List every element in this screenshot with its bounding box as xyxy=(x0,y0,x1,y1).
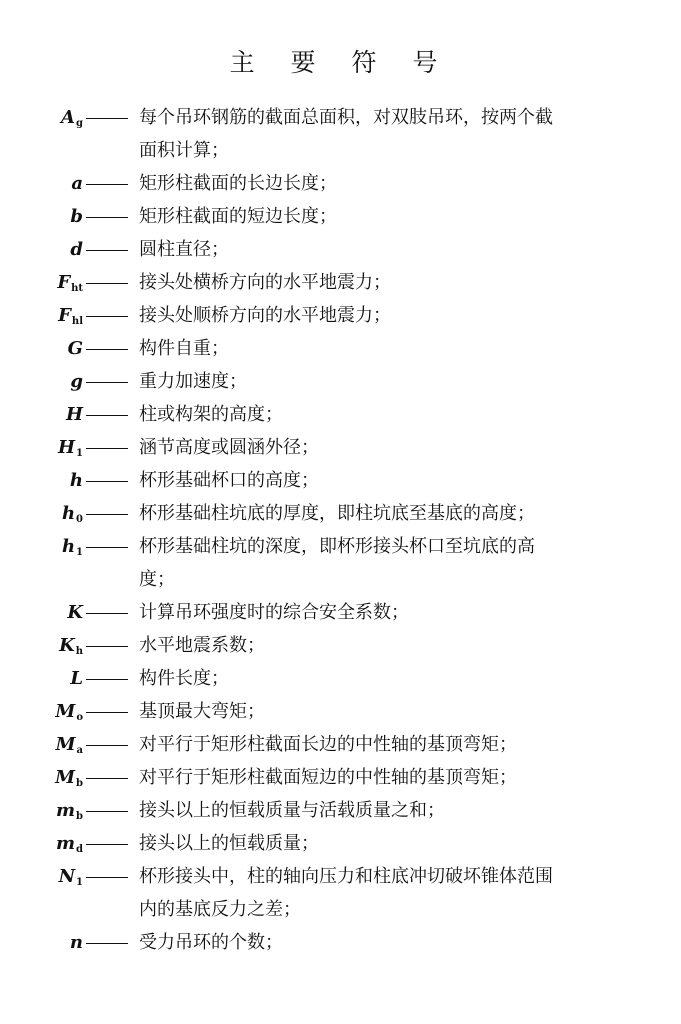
symbol-description xyxy=(139,497,649,530)
symbol-entry xyxy=(0,235,681,267)
symbol-description xyxy=(139,629,649,662)
page-title: 主 要 符 号 xyxy=(229,47,452,77)
symbol-description xyxy=(139,530,649,596)
description-line: 矩形柱截面的短边长度； xyxy=(139,206,337,227)
symbol-base: A xyxy=(61,107,75,128)
em-dash-separator xyxy=(86,778,128,779)
symbol-entry xyxy=(0,433,681,465)
em-dash-separator xyxy=(86,382,128,383)
symbol xyxy=(62,536,83,564)
em-dash-separator xyxy=(86,679,128,680)
symbol-entry xyxy=(0,829,681,861)
symbol-entry xyxy=(0,103,681,161)
em-dash-separator xyxy=(86,646,128,647)
symbol-entry xyxy=(0,202,681,234)
symbol xyxy=(56,833,83,861)
description-line: 柱或构架的高度； xyxy=(139,404,283,425)
description-line: 基顶最大弯矩； xyxy=(139,701,265,722)
symbol-entry xyxy=(0,697,681,729)
description-line: 接头处顺桥方向的水平地震力； xyxy=(139,305,391,326)
symbol-description xyxy=(139,167,649,200)
symbol-base: n xyxy=(69,932,83,953)
symbol xyxy=(70,239,83,261)
symbol xyxy=(56,800,83,828)
symbol-base: M xyxy=(55,734,76,755)
symbol-subscript: 0 xyxy=(76,514,83,525)
symbol-base: H xyxy=(58,437,76,458)
symbol-base: L xyxy=(70,668,83,689)
symbol xyxy=(70,470,83,492)
em-dash-separator xyxy=(86,481,128,482)
symbol-entry xyxy=(0,928,681,960)
symbol-description xyxy=(139,266,649,299)
symbol-subscript: g xyxy=(76,118,83,129)
em-dash-separator xyxy=(86,316,128,317)
symbol-description xyxy=(139,662,649,695)
symbol-base: h xyxy=(61,503,76,524)
symbol-entry xyxy=(0,367,681,399)
em-dash-separator xyxy=(86,448,128,449)
symbol-entry xyxy=(0,301,681,333)
symbol-description xyxy=(139,299,649,332)
description-line: 圆柱直径； xyxy=(139,239,229,260)
symbol xyxy=(55,701,83,729)
em-dash-separator xyxy=(86,547,128,548)
symbol-description xyxy=(139,200,649,233)
symbol-subscript: 1 xyxy=(76,448,83,459)
em-dash-separator xyxy=(86,514,128,515)
symbol-base: K xyxy=(67,602,83,623)
symbol xyxy=(61,107,83,135)
em-dash-separator xyxy=(86,811,128,812)
symbol-description xyxy=(139,398,649,431)
symbol-entry xyxy=(0,763,681,795)
description-line: 计算吊环强度时的综合安全系数； xyxy=(139,602,409,623)
symbol-subscript: h xyxy=(75,646,83,657)
symbol xyxy=(66,404,83,426)
symbol-description xyxy=(139,233,649,266)
description-line: 水平地震系数； xyxy=(139,635,265,656)
description-line: 杯形基础柱坑底的厚度，即柱坑底至基底的高度； xyxy=(139,503,535,524)
symbol-subscript: 1 xyxy=(76,547,83,558)
symbol-entry xyxy=(0,466,681,498)
description-line: 涵节高度或圆涵外径； xyxy=(139,437,319,458)
symbol-base: h xyxy=(61,536,76,557)
description-line: 接头以上的恒载质量与活载质量之和； xyxy=(139,800,445,821)
description-line: 杯形基础柱坑的深度，即杯形接头杯口至坑底的高 xyxy=(139,536,535,557)
symbol-description xyxy=(139,464,649,497)
symbol-description xyxy=(139,794,649,827)
description-line: 面积计算； xyxy=(139,140,229,161)
symbol xyxy=(71,173,83,195)
symbol-base: F xyxy=(58,305,71,326)
description-line: 每个吊环钢筋的截面总面积，对双肢吊环，按两个截 xyxy=(139,107,553,128)
symbol xyxy=(70,932,83,954)
em-dash-separator xyxy=(86,118,128,119)
symbol xyxy=(55,767,83,795)
description-line: 杯形基础杯口的高度； xyxy=(139,470,319,491)
symbol xyxy=(67,602,83,624)
em-dash-separator xyxy=(86,415,128,416)
symbol-entry xyxy=(0,862,681,920)
em-dash-separator xyxy=(86,283,128,284)
symbol-base: g xyxy=(70,371,83,392)
symbol xyxy=(58,437,83,465)
symbol-description xyxy=(139,695,649,728)
em-dash-separator xyxy=(86,217,128,218)
description-line: 重力加速度； xyxy=(139,371,247,392)
symbol-base: H xyxy=(65,404,83,425)
symbol-entry xyxy=(0,169,681,201)
description-line: 构件长度； xyxy=(139,668,229,689)
symbol-base: m xyxy=(55,800,75,821)
description-line: 内的基底反力之差； xyxy=(139,899,301,920)
symbol xyxy=(56,734,83,762)
em-dash-separator xyxy=(86,349,128,350)
symbol-entry xyxy=(0,730,681,762)
symbol xyxy=(59,635,83,663)
description-line: 度； xyxy=(139,569,175,590)
symbol-entry xyxy=(0,631,681,663)
symbol-base: d xyxy=(70,239,83,260)
description-line: 接头以上的恒载质量； xyxy=(139,833,319,854)
symbol xyxy=(59,866,83,894)
symbol xyxy=(68,338,83,360)
em-dash-separator xyxy=(86,613,128,614)
symbol-description xyxy=(139,860,649,926)
symbol-description xyxy=(139,332,649,365)
symbol-subscript: b xyxy=(76,778,83,789)
symbol-subscript: ht xyxy=(71,283,83,294)
symbol-description xyxy=(139,926,649,959)
symbol-base: m xyxy=(55,833,75,854)
description-line: 构件自重； xyxy=(139,338,229,359)
symbol-description xyxy=(139,728,649,761)
symbol-base: F xyxy=(57,272,71,293)
symbol xyxy=(58,305,83,333)
symbol xyxy=(62,503,83,531)
symbol-description xyxy=(139,761,649,794)
symbol-subscript: hl xyxy=(71,316,83,327)
symbol-subscript: 1 xyxy=(76,877,83,888)
description-line: 矩形柱截面的长边长度； xyxy=(139,173,337,194)
symbol-entry xyxy=(0,796,681,828)
symbol xyxy=(70,371,83,393)
symbol-base: N xyxy=(58,866,76,887)
em-dash-separator xyxy=(86,250,128,251)
symbol-base: h xyxy=(69,470,83,491)
symbol-entry xyxy=(0,532,681,590)
symbol-description xyxy=(139,431,649,464)
description-line: 对平行于矩形柱截面长边的中性轴的基顶弯矩； xyxy=(139,734,517,755)
symbol xyxy=(70,206,83,228)
description-line: 受力吊环的个数； xyxy=(139,932,283,953)
description-line: 接头处横桥方向的水平地震力； xyxy=(139,272,391,293)
symbol-base: M xyxy=(55,701,76,722)
symbol-subscript: d xyxy=(76,844,83,855)
em-dash-separator xyxy=(86,745,128,746)
symbol-base: G xyxy=(67,338,83,359)
symbol xyxy=(70,668,83,690)
symbol-base: K xyxy=(59,635,75,656)
symbol-description xyxy=(139,596,649,629)
symbol-base: b xyxy=(70,206,83,227)
em-dash-separator xyxy=(86,184,128,185)
em-dash-separator xyxy=(86,712,128,713)
symbol-subscript: o xyxy=(76,712,83,723)
symbol-entry xyxy=(0,598,681,630)
symbol-entry xyxy=(0,664,681,696)
symbol-description xyxy=(139,101,649,167)
symbol-subscript: a xyxy=(76,745,83,756)
symbol-base: M xyxy=(55,767,75,788)
symbol-entry xyxy=(0,268,681,300)
symbol-base: a xyxy=(71,173,83,194)
description-line: 对平行于矩形柱截面短边的中性轴的基顶弯矩； xyxy=(139,767,517,788)
symbol-entry xyxy=(0,334,681,366)
symbol-description xyxy=(139,365,649,398)
em-dash-separator xyxy=(86,877,128,878)
symbol-description xyxy=(139,827,649,860)
description-line: 杯形接头中，柱的轴向压力和柱底冲切破坏锥体范围 xyxy=(139,866,553,887)
symbol-subscript: b xyxy=(76,811,83,822)
symbol-entry xyxy=(0,499,681,531)
symbol-entry xyxy=(0,400,681,432)
symbol xyxy=(57,272,83,300)
em-dash-separator xyxy=(86,844,128,845)
em-dash-separator xyxy=(86,943,128,944)
